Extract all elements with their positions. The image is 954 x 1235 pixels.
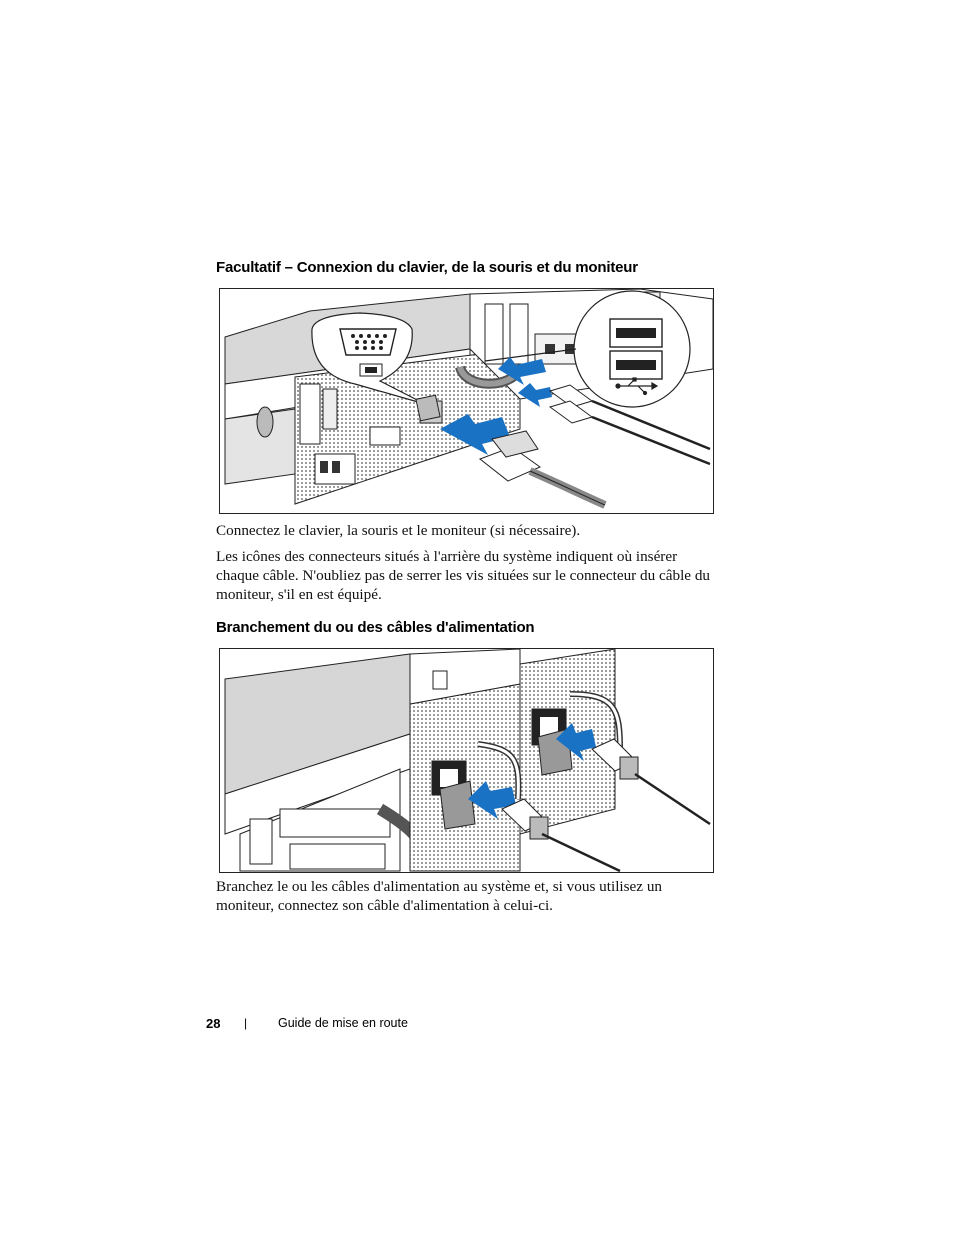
- body-peripherals: Les icônes des connecteurs situés à l'arrière du système indiquent où insérer chaque câble. N'oubliez pas de serrer les vis situées sur le connecteur du câble du moniteur, s'il en est équipé.: [216, 548, 711, 603]
- vga-plug: [480, 431, 605, 505]
- figure-peripheral-connections: [219, 288, 714, 514]
- footer-title: Guide de mise en route: [278, 1016, 408, 1030]
- caption-peripherals: Connectez le clavier, la souris et le moniteur (si nécessaire).: [216, 522, 581, 539]
- section-heading-power: Branchement du ou des câbles d'alimentation: [216, 619, 535, 636]
- page-number: 28: [206, 1016, 221, 1031]
- body-power: Branchez le ou les câbles d'alimentation au système et, si vous utilisez un moniteur, connectez son câble d'alimentation à celui-ci.: [216, 878, 663, 914]
- figure-power-connections: [219, 648, 714, 873]
- footer-separator: |: [244, 1016, 248, 1030]
- section-heading-peripherals: Facultatif – Connexion du clavier, de la souris et du moniteur: [216, 259, 638, 276]
